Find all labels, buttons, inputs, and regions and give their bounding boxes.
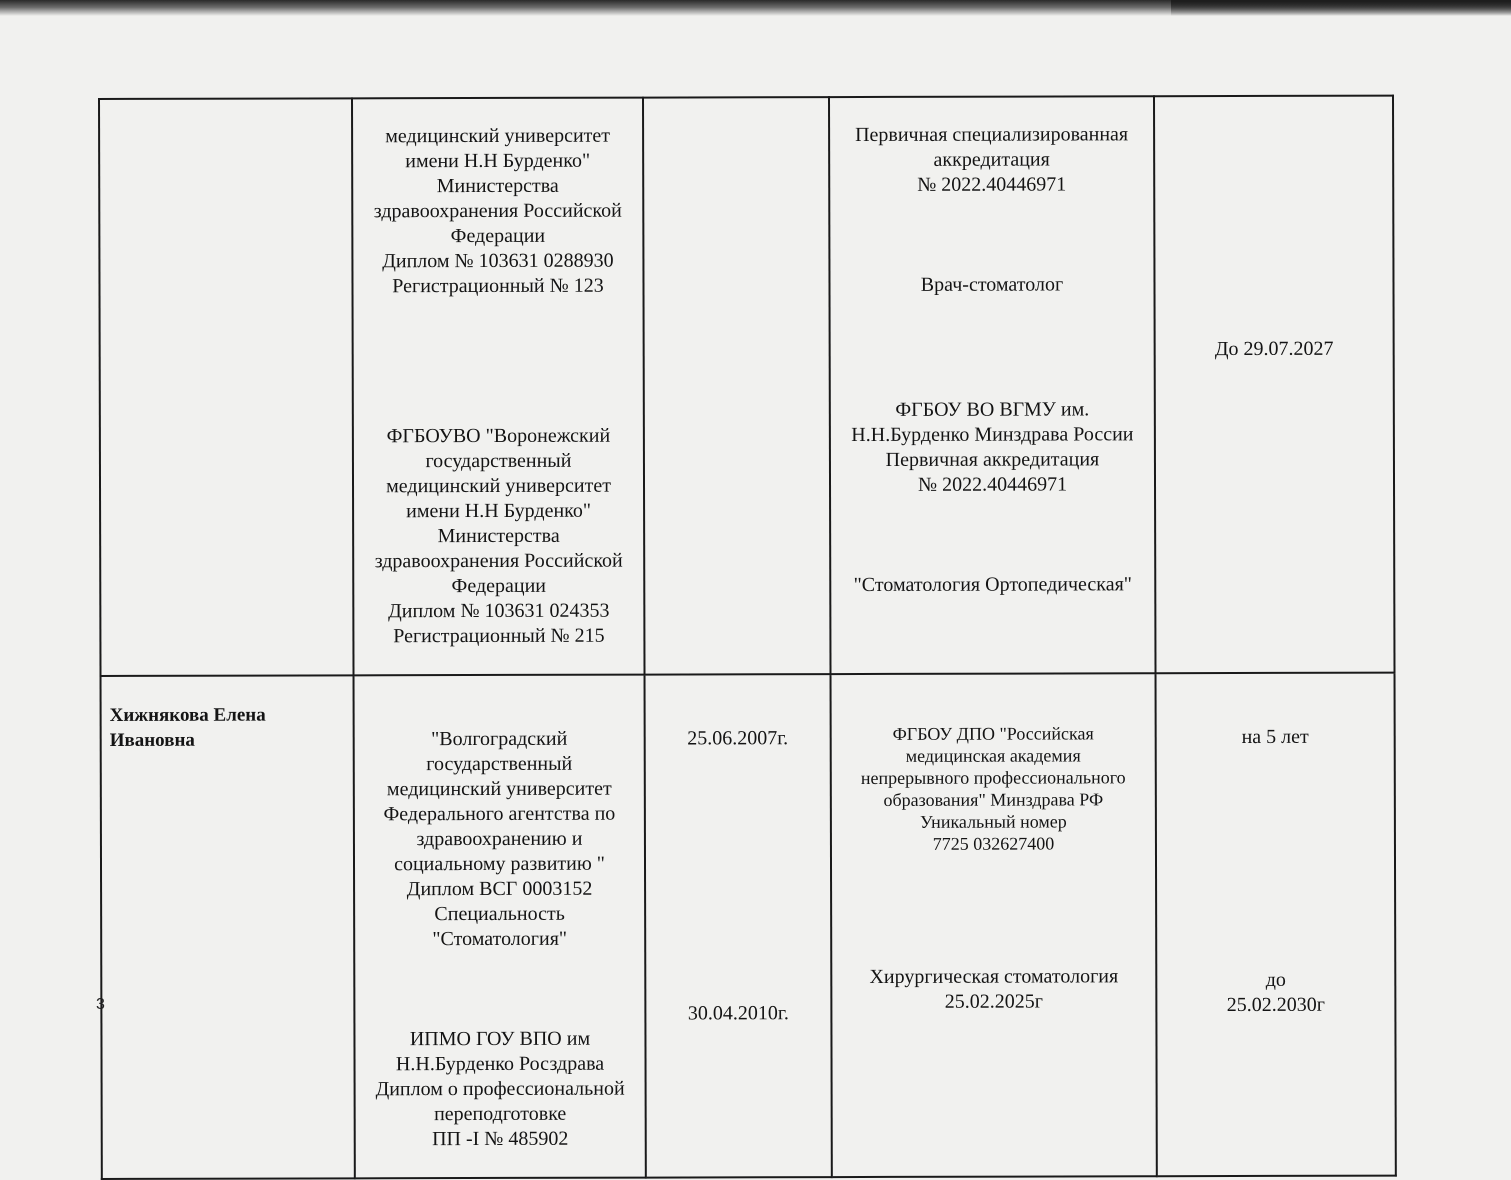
date-text: 25.06.2007г.	[687, 727, 789, 750]
accreditation-text: Первичная специализированная аккредитация № 2022.40446971	[855, 123, 1129, 196]
specialty-text: "Стоматология Ортопедическая"	[853, 573, 1132, 597]
accreditation-text: ФГБОУ ВО ВГМУ им. Н.Н.Бурденко Минздрава России Первичная аккредитация № 2022.40446971	[851, 398, 1134, 496]
education-cell	[354, 675, 646, 1179]
date-text: 30.04.2010г.	[687, 1002, 789, 1025]
dates-cell	[645, 674, 832, 1177]
education-text: "Волгоградский государственный медицинский университет Федерального агентства по здравоохранению и социальному развитию " Диплом ВСГ 0003152 Специальность "Стоматология"	[383, 727, 616, 951]
validity-text: на 5 лет	[1241, 725, 1309, 749]
page-number: 3	[96, 996, 105, 1013]
employee-name-cell	[99, 98, 354, 676]
validity-text: до 25.02.2030г	[1226, 968, 1326, 1017]
accreditation-text: Хирургическая стоматология 25.02.2025г	[869, 965, 1119, 1013]
employee-name-cell: Хижнякова Елена Ивановна	[101, 675, 355, 1179]
education-text: ИПМО ГОУ ВПО им Н.Н.Бурденко Росздрава Диплом о профессиональной переподготовке ПП -I № 485902	[375, 1027, 625, 1151]
table-row	[99, 96, 1395, 676]
validity-cell	[1156, 673, 1396, 1177]
education-text: медицинский университет имени Н.Н Бурденко" Министерства здравоохранения Российской Федерации Диплом № 103631 0288930 Регистрационный № 123	[373, 124, 622, 298]
dates-cell	[643, 97, 831, 674]
accreditation-text: ФГБОУ ДПО "Российская медицинская академия непрерывного профессионального образования" Минздрава РФ Уникальный номер 7725 032627400	[860, 723, 1126, 854]
scan-edge-shadow-right	[1171, 0, 1511, 16]
education-cell	[352, 98, 645, 676]
specialty-text: Врач-стоматолог	[920, 273, 1064, 296]
staff-qualification-table	[98, 95, 1397, 1180]
table-row	[101, 673, 1396, 1179]
validity-cell	[1154, 96, 1395, 674]
accreditation-cell	[829, 96, 1156, 674]
education-text: ФГБОУВО "Воронежский государственный медицинский университет имени Н.Н Бурденко" Министерства здравоохранения Российской Федерации Диплом № 103631 024353 Регистрационный № 215	[374, 424, 623, 648]
validity-text: До 29.07.2027	[1214, 337, 1334, 361]
accreditation-cell	[831, 673, 1157, 1177]
